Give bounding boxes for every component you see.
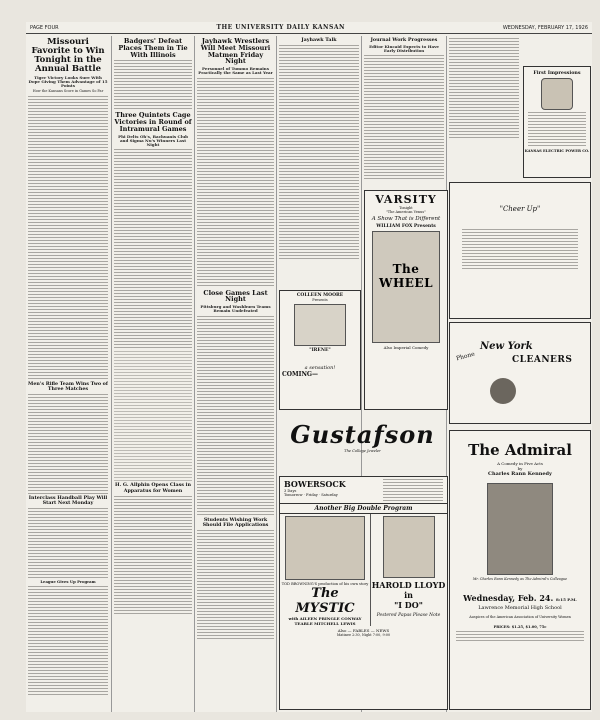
ad-copy — [456, 631, 584, 643]
admiral-ad — [449, 430, 591, 710]
article-text — [114, 149, 192, 349]
box-scores — [114, 351, 192, 481]
ad-star: HAROLD LLOYD in — [371, 580, 446, 600]
ad-illustration — [372, 231, 440, 343]
ad-film-title: "I DO" — [394, 600, 423, 610]
ad-film-title: The WHEEL — [378, 262, 434, 290]
score-byline: How the Kansans Score in Games So Far — [32, 89, 104, 94]
headline-journal: Journal Work Progresses — [370, 37, 438, 43]
ad-slogan: A Show That is Different — [371, 216, 441, 222]
jeweler-tagline: The College Jeweler — [344, 449, 381, 453]
column-1 — [28, 36, 108, 712]
headline-league: League Gives Up Program — [40, 578, 96, 584]
column-2 — [114, 36, 192, 712]
article-text — [114, 496, 192, 616]
paper-name: THE UNIVERSITY DAILY KANSAN — [216, 24, 345, 31]
ad-prices: Matinee 2:30, Night 7:00, 9:00 — [336, 633, 391, 637]
ad-cleaners: CLEANERS — [512, 355, 573, 365]
ad-portrait — [294, 304, 346, 346]
subhead-pittsburg: Pittsburg and Washburn Teams Remain Undefeated — [200, 304, 271, 314]
ad-copy — [528, 112, 586, 147]
mystic-illustration — [285, 516, 365, 580]
article-text — [197, 316, 274, 516]
colleen-moore-ad — [279, 290, 361, 410]
subhead-kincaid: Editor Kincaid Expects to Have Early Distribution — [369, 44, 439, 54]
ad-copy — [462, 229, 578, 269]
ad-headline: "Cheer Up" — [499, 205, 541, 213]
play-date: Wednesday, Feb. 24. — [463, 593, 554, 603]
ad-tagline: Pestered Papas Please Note — [376, 613, 441, 618]
ad-star: COLLEEN MOORE — [296, 293, 344, 298]
theater-name: BOWERSOCK — [284, 479, 346, 489]
issue-date: WEDNESDAY, FEBRUARY 17, 1926 — [502, 24, 588, 31]
score-table — [28, 96, 108, 118]
ad-also: Also — FABLES — NEWS — [337, 628, 390, 633]
ad-copy — [383, 479, 443, 501]
column-5 — [364, 36, 444, 196]
headline-rifle: Men's Rifle Team Wins Two of Three Matches — [28, 380, 108, 392]
play-time: 8:15 P.M. — [556, 597, 577, 602]
column-4 — [279, 36, 359, 286]
ad-presents: Presents — [312, 298, 328, 302]
article-text — [28, 120, 108, 380]
varsity-ad — [364, 190, 448, 410]
headline-badgers: Badgers' Defeat Places Them in Tie With Illinois — [118, 37, 188, 59]
article-text — [197, 78, 274, 288]
headline-students: Students Wishing Work Should File Applications — [202, 516, 269, 528]
column-rule — [194, 36, 195, 712]
theater-name: VARSITY — [375, 193, 437, 206]
article-text — [197, 530, 274, 640]
headline-handball: Interclass Handball Play Will Start Next Monday — [28, 494, 108, 506]
article-text — [28, 394, 108, 494]
ad-also: Also Imperial Comedy — [383, 345, 429, 350]
author-portrait — [487, 483, 553, 575]
ad-film-title: The MYSTIC — [295, 586, 355, 616]
ad-phone: Phone — [455, 350, 476, 363]
ad-cast: with AILEEN PRINGLE CONWAY TEARLE MITCHELL LEWIS — [288, 616, 362, 626]
play-auspices: Auspices of the American Association of University Women — [469, 615, 571, 619]
headline-close-games: Close Games Last Night — [203, 288, 268, 304]
headline-wrestlers: Jayhawk Wrestlers Will Meet Missouri Matmen Friday Night — [200, 37, 271, 66]
ad-headline: First Impressions — [533, 70, 581, 76]
ad-film-title: "IRENE" — [309, 348, 331, 353]
ad-days: 3 Days — [284, 489, 297, 493]
new-york-cleaners-ad — [449, 322, 591, 424]
play-venue: Lawrence Memorial High School — [478, 605, 562, 611]
subhead-personnel: Personnel of Tummo Remains Practically the Same as Last Year — [198, 66, 273, 76]
ad-director: TOD BROWNING'S production of his own story — [281, 582, 369, 586]
newspaper-page — [26, 22, 592, 712]
ad-sensation: a sensation! — [304, 365, 336, 371]
lloyd-illustration — [383, 516, 435, 578]
masthead — [26, 22, 592, 34]
article-text — [114, 60, 192, 110]
play-author: Charles Rann Kennedy — [488, 471, 552, 477]
headline-missouri: Missouri Favorite to Win Tonight in the Annual Battle — [31, 37, 105, 74]
jeweler-name: Gustafson — [290, 420, 435, 449]
ad-tonight: Tonight — [399, 206, 413, 210]
lamp-illustration — [541, 78, 573, 110]
kansas-electric-ad — [523, 66, 591, 178]
ad-dates: Tomorrow · Friday · Saturday — [284, 493, 338, 497]
ad-newyork: New York — [480, 341, 533, 352]
ad-current-film: "The American Venus" — [386, 210, 426, 214]
ad-coming: COMING— — [282, 371, 319, 378]
headline-allphin: H. G. Allphin Opens Class in Apparatus for Women — [115, 482, 191, 494]
play-title: The Admiral — [468, 441, 572, 459]
ad-company: KANSAS ELECTRIC POWER CO. — [524, 149, 590, 153]
column-3 — [197, 36, 274, 712]
gustafson-ad — [279, 414, 446, 472]
column-rule — [111, 36, 112, 712]
play-genre: A Comedy in Five Acts — [497, 461, 543, 466]
article-text — [449, 38, 519, 138]
article-text — [364, 55, 444, 180]
play-by: by — [517, 466, 523, 471]
ad-presenter: WILLIAM FOX Presents — [376, 224, 436, 229]
play-prices: PRICES: $1.25, $1.00, 75c — [493, 625, 547, 629]
portrait-caption: Mr. Charles Rann Kennedy as The Admiral's Colleague — [472, 577, 568, 581]
subhead-phidelts: Phi Delts Oh's, Bachuanis Club and Sigma Nu's Winners Last Night — [118, 133, 188, 148]
page-number: PAGE FOUR — [30, 24, 59, 31]
column-rule — [276, 36, 277, 712]
subhead-tiger: Tiger Victory Looks Sure With Dope Giving Them Advantage of 15 Points — [28, 74, 108, 89]
article-text — [28, 586, 108, 696]
ad-double: Another Big Double Program — [280, 503, 447, 514]
seal-icon — [490, 378, 516, 404]
play-date-line — [450, 593, 590, 603]
cheer-up-ad — [449, 182, 591, 319]
headline-intramural: Three Quintets Cage Victories in Round of Intramural Games — [114, 111, 192, 134]
bowersock-ad — [279, 476, 448, 710]
article-text — [279, 45, 359, 260]
headline-jayhawk-talk: Jayhawk Talk — [301, 37, 337, 43]
article-text — [28, 508, 108, 578]
